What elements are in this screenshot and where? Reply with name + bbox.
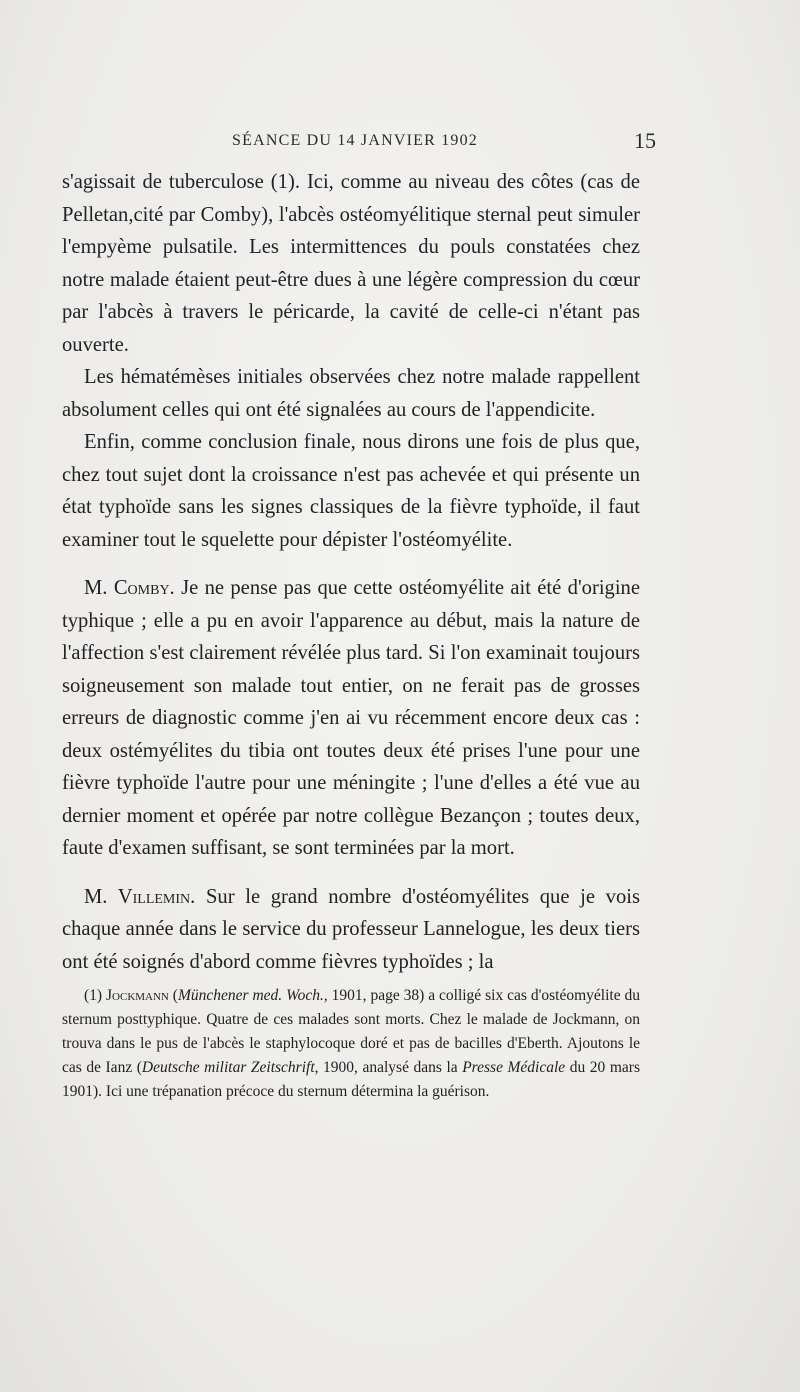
footnote-marker: (1)	[84, 987, 103, 1004]
paragraph-comby-text: Je ne pense pas que cette ostéomyélite ait été d'origine typhique ; elle a pu en avoir l'apparence au début, mais la nature de l'affection s'est clairement révélée plus tard. Si l'on examinait toujours soigneusement son malade tout entier, on ne ferait pas de grosses erreurs de diagnostic comme j'en ai vu récemment encore deux cas : deux ostémyélites du tibia ont toutes deux été prises l'une pour une fièvre typhoïde l'autre pour une méningite ; l'une d'elles a été vue au dernier moment et opérée par notre collègue Bezançon ; toutes deux, faute d'examen suffisant, se sont terminées par la mort.	[62, 577, 640, 859]
speaker-villemin: M. Villemin.	[84, 885, 196, 908]
speaker-comby: M. Comby.	[84, 577, 175, 599]
footnote-part3: du 20 mars 1901). Ici une trépanation précoce du sternum détermina la guérison.	[62, 1059, 640, 1100]
footnote-1: (1) Jockmann (Münchener med. Woch., 1901, page 38) a colligé six cas d'ostéomyélite du sternum posttyphique. Quatre de ces malades sont morts. Chez le malade de Jockmann, on trouva dans le pus de l'abcès le staphylocoque doré et pas de bacilles d'Eberth. Ajoutons le cas de Ianz (Deutsche militar Zeitschrift, 1900, analysé dans la Presse Médicale du 20 mars 1901). Ici une trépanation précoce du sternum détermina la guérison.	[62, 987, 640, 1100]
paragraph-villemin-text: Sur le grand nombre d'ostéomyélites que je vois chaque année dans le service du professeur Lannelogue, les deux tiers ont été soignés d'abord comme fièvres typhoïdes ; la	[62, 885, 640, 973]
footnote-journal: Münchener med. Woch.	[177, 987, 324, 1004]
footnote-part1: , 1901, page 38) a colligé six cas d'ostéomyélite du sternum posttyphique. Quatre de ces malades sont morts. Chez le malade de Jockmann, on trouva dans le pus de l'abcès le staphylocoque doré et pas de bacilles d'Eberth. Ajoutons le cas de Ianz (	[62, 987, 640, 1076]
paragraph-villemin	[62, 881, 640, 979]
footnote-journal2: Deutsche militar Zeitschrift	[141, 1059, 315, 1076]
page-header	[62, 128, 656, 158]
footnote-part2: , 1900, analysé dans la	[314, 1059, 463, 1076]
paragraph-1: s'agissait de tuberculose (1). Ici, comme au niveau des côtes (cas de Pelletan,cité par Comby), l'abcès ostéomyélitique sternal peut simuler l'empyème pulsatile. Les intermittences du pouls constatées chez notre malade étaient peut-être dues à une légère compression du cœur par l'abcès à travers le péricarde, la cavité de celle-ci n'étant pas ouverte.	[62, 171, 640, 356]
body-text	[62, 166, 640, 978]
running-head: SÉANCE DU 14 JANVIER 1902	[232, 132, 478, 149]
paragraph-comby	[62, 572, 640, 865]
page-number: 15	[634, 128, 656, 153]
paragraph-3: Enfin, comme conclusion finale, nous dirons une fois de plus que, chez tout sujet dont la croissance n'est pas achevée et qui présente un état typhoïde sans les signes classiques de la fièvre typhoïde, il faut examiner tout le squelette pour dépister l'ostéomyélite.	[62, 431, 640, 551]
footnote-journal3: Presse Médicale	[462, 1059, 566, 1076]
footnote-author: Jockmann	[106, 987, 169, 1004]
footnotes	[62, 984, 640, 1104]
paragraph-2: Les hématémèses initiales observées chez notre malade rappellent absolument celles qui ont été signalées au cours de l'appendicite.	[62, 366, 640, 421]
